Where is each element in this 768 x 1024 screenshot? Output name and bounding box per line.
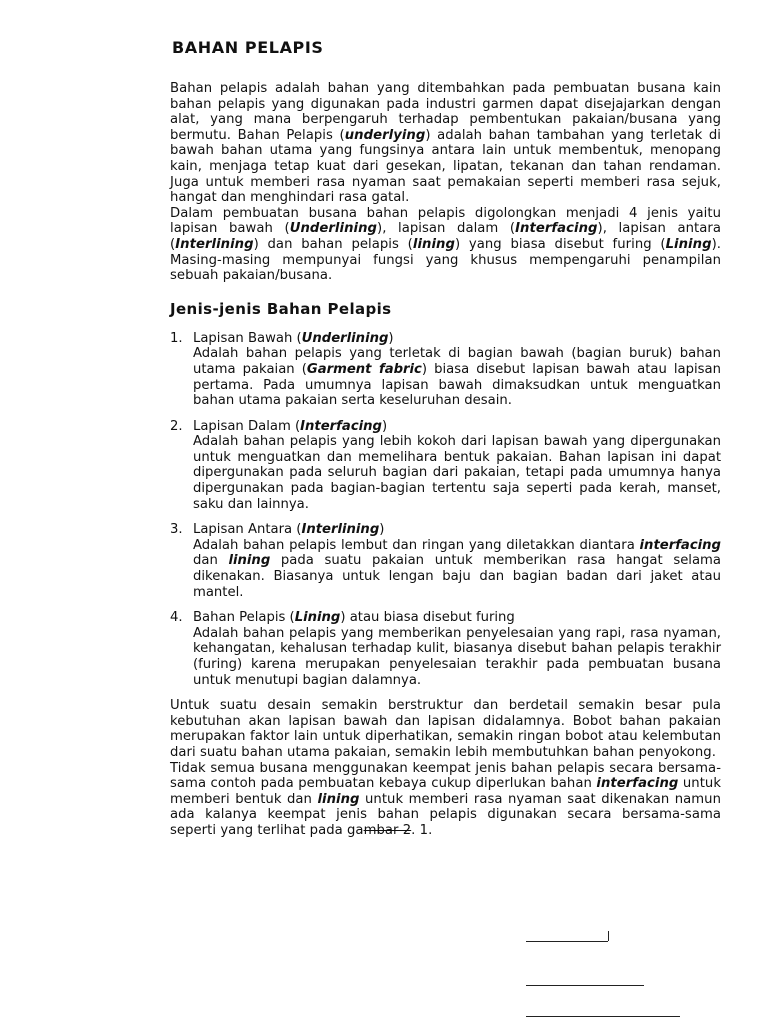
- jenis-list: [170, 331, 721, 688]
- text-run: . 1.: [411, 822, 433, 838]
- text-run: untuk memberi bentuk dan: [170, 776, 722, 807]
- emphasized-term: underlying: [344, 127, 426, 143]
- list-item-body: [193, 626, 721, 688]
- list-item-heading: [170, 522, 721, 538]
- list-item-heading-text: [193, 419, 387, 435]
- text-run: ). Masing-masing mempunyai fungsi yang khusus mempengaruhi penampilan sebuah pakaian/busana.: [170, 236, 721, 284]
- paragraph: [170, 206, 721, 284]
- list-item-number: 4.: [170, 610, 183, 626]
- text-run: Dalam pembuatan busana bahan pelapis digolongkan menjadi 4 jenis yaitu lapisan bawah (: [170, 205, 721, 237]
- signature-line: [526, 1016, 680, 1017]
- emphasized-term: interfacing: [596, 776, 679, 792]
- emphasized-term: Interlining: [175, 236, 254, 252]
- list-item-number: 1.: [170, 330, 183, 346]
- text-run: ) adalah bahan tambahan yang terletak di bawah bahan utama yang fungsinya antara lain untuk membentuk, menopang kain, menjaga tetap kuat dari gesekan, lipatan, tekanan dan tahan rendaman. Juga untuk memberi rasa nyaman saat pemakaian seperti memberi rasa sejuk, hangat dan menghindari rasa gatal.: [170, 127, 721, 206]
- list-item-body: [193, 346, 721, 408]
- list-item-number: 3.: [170, 522, 183, 538]
- list-item: [170, 419, 721, 513]
- list-item-heading: [170, 419, 721, 435]
- text-run: Tidak semua busana menggunakan keempat jenis bahan pelapis secara bersama-sama contoh pada pembuatan kebaya cukup diperlukan bahan: [170, 760, 721, 792]
- paragraph: [170, 81, 721, 206]
- text-run: Lapisan Dalam (: [193, 418, 301, 434]
- paragraph: [170, 761, 721, 839]
- emphasized-term: Lining: [294, 610, 341, 626]
- emphasized-term: lining: [412, 236, 455, 252]
- signature-tick: [608, 931, 609, 941]
- list-item-heading-text: [193, 522, 384, 538]
- paragraph: [170, 698, 721, 760]
- emphasized-term: Underlining: [301, 330, 389, 346]
- emphasized-term: Interfacing: [300, 418, 382, 434]
- text-run: Untuk suatu desain semakin berstruktur dan berdetail semakin besar pula kebutuhan akan lapisan bawah dan lapisan didalamnya. Bobot bahan pakaian merupakan faktor lain untuk diperhatikan, semakin ringan bobot atau kelembutan dari suatu bahan utama pakaian, semakin lebih membutuhkan bahan penyokong.: [170, 698, 721, 760]
- list-item-number: 2.: [170, 418, 183, 434]
- emphasized-term: lining: [228, 553, 271, 569]
- text-run: Adalah bahan pelapis yang terletak di bagian bawah (bagian buruk) bahan utama pakaian (: [193, 346, 721, 377]
- list-item-body: [193, 538, 721, 600]
- document-title: BAHAN PELAPIS: [172, 38, 324, 57]
- document-page: [170, 38, 721, 839]
- text-run: Adalah bahan pelapis yang memberikan penyelesaian yang rapi, rasa nyaman, kehangatan, kehalusan terhadap kulit, biasanya disebut bahan pelapis terakhir (furing) karena merupakan penyelesaian terakhir pada pembuatan busana untuk menutupi bagian dalamnya.: [193, 625, 721, 688]
- emphasized-term: lining: [317, 791, 360, 807]
- list-item: [170, 610, 721, 688]
- text-run: pada suatu pakaian untuk memberikan rasa hangat selama dikenakan. Biasanya untuk lengan baju dan bagian badan dari jaket atau mantel.: [193, 553, 721, 600]
- struck-text: mbar 2: [363, 822, 412, 838]
- text-run: ), lapisan antara (: [170, 221, 722, 252]
- list-item-heading: [170, 331, 721, 347]
- list-item: [170, 331, 721, 409]
- emphasized-term: Lining: [665, 236, 712, 252]
- emphasized-term: Interfacing: [515, 221, 598, 237]
- text-run: ): [382, 418, 388, 434]
- emphasized-term: interfacing: [639, 537, 721, 553]
- text-run: dan: [193, 553, 229, 569]
- text-run: ) yang biasa disebut furing (: [454, 236, 666, 252]
- text-run: untuk memberi rasa nyaman saat dikenakan namun ada kalanya keempat jenis bahan pelapis digunakan secara bersama-sama seperti yang terlihat pada ga: [170, 791, 721, 838]
- text-run: Lapisan Antara (: [193, 522, 302, 538]
- signature-line: [526, 985, 644, 986]
- text-run: Bahan pelapis adalah bahan yang ditembahkan pada pembuatan busana kain bahan pelapis yang digunakan pada industri garmen dapat disejajarkan dengan alat, yang mana berpengaruh terhadap pembentukan pakaian/busana yang bermutu. Bahan Pelapis (: [170, 81, 721, 143]
- text-run: ) dan bahan pelapis (: [253, 236, 413, 252]
- emphasized-term: Garment fabric: [306, 361, 422, 377]
- intro-section: [170, 81, 721, 284]
- text-run: ) biasa disebut lapisan bawah atau lapisan pertama. Pada umumnya lapisan bawah dimaksudkan untuk menguatkan bahan utama pakaian serta keseluruhan desain.: [193, 361, 721, 409]
- text-run: ): [388, 330, 394, 346]
- text-run: Adalah bahan pelapis yang lebih kokoh dari lapisan bawah yang dipergunakan untuk menguatkan dan memelihara bentuk pakaian. Bahan lapisan ini dapat dipergunakan pada seluruh bagian dari pakaian, tetapi pada umumnya hanya dipergunakan pada bagian-bagian tertentu saja seperti pada kerah, manset, saku dan lainnya.: [193, 434, 721, 512]
- list-item: [170, 522, 721, 600]
- text-run: ), lapisan dalam (: [377, 221, 516, 237]
- text-run: Adalah bahan pelapis lembut dan ringan yang diletakkan diantara: [193, 537, 640, 553]
- section-title: Jenis-jenis Bahan Pelapis: [170, 299, 392, 318]
- text-run: Lapisan Bawah (: [193, 330, 302, 346]
- list-item-heading-text: [193, 610, 515, 626]
- signature-line: [526, 941, 608, 942]
- list-item-heading-text: [193, 331, 394, 347]
- text-run: ): [379, 522, 385, 538]
- text-run: Bahan Pelapis (: [193, 610, 295, 626]
- text-run: ) atau biasa disebut furing: [340, 610, 515, 626]
- emphasized-term: Interlining: [301, 522, 380, 538]
- closing-section: [170, 698, 721, 838]
- emphasized-term: Underlining: [289, 221, 378, 237]
- list-item-heading: [170, 610, 721, 626]
- list-item-body: [193, 434, 721, 512]
